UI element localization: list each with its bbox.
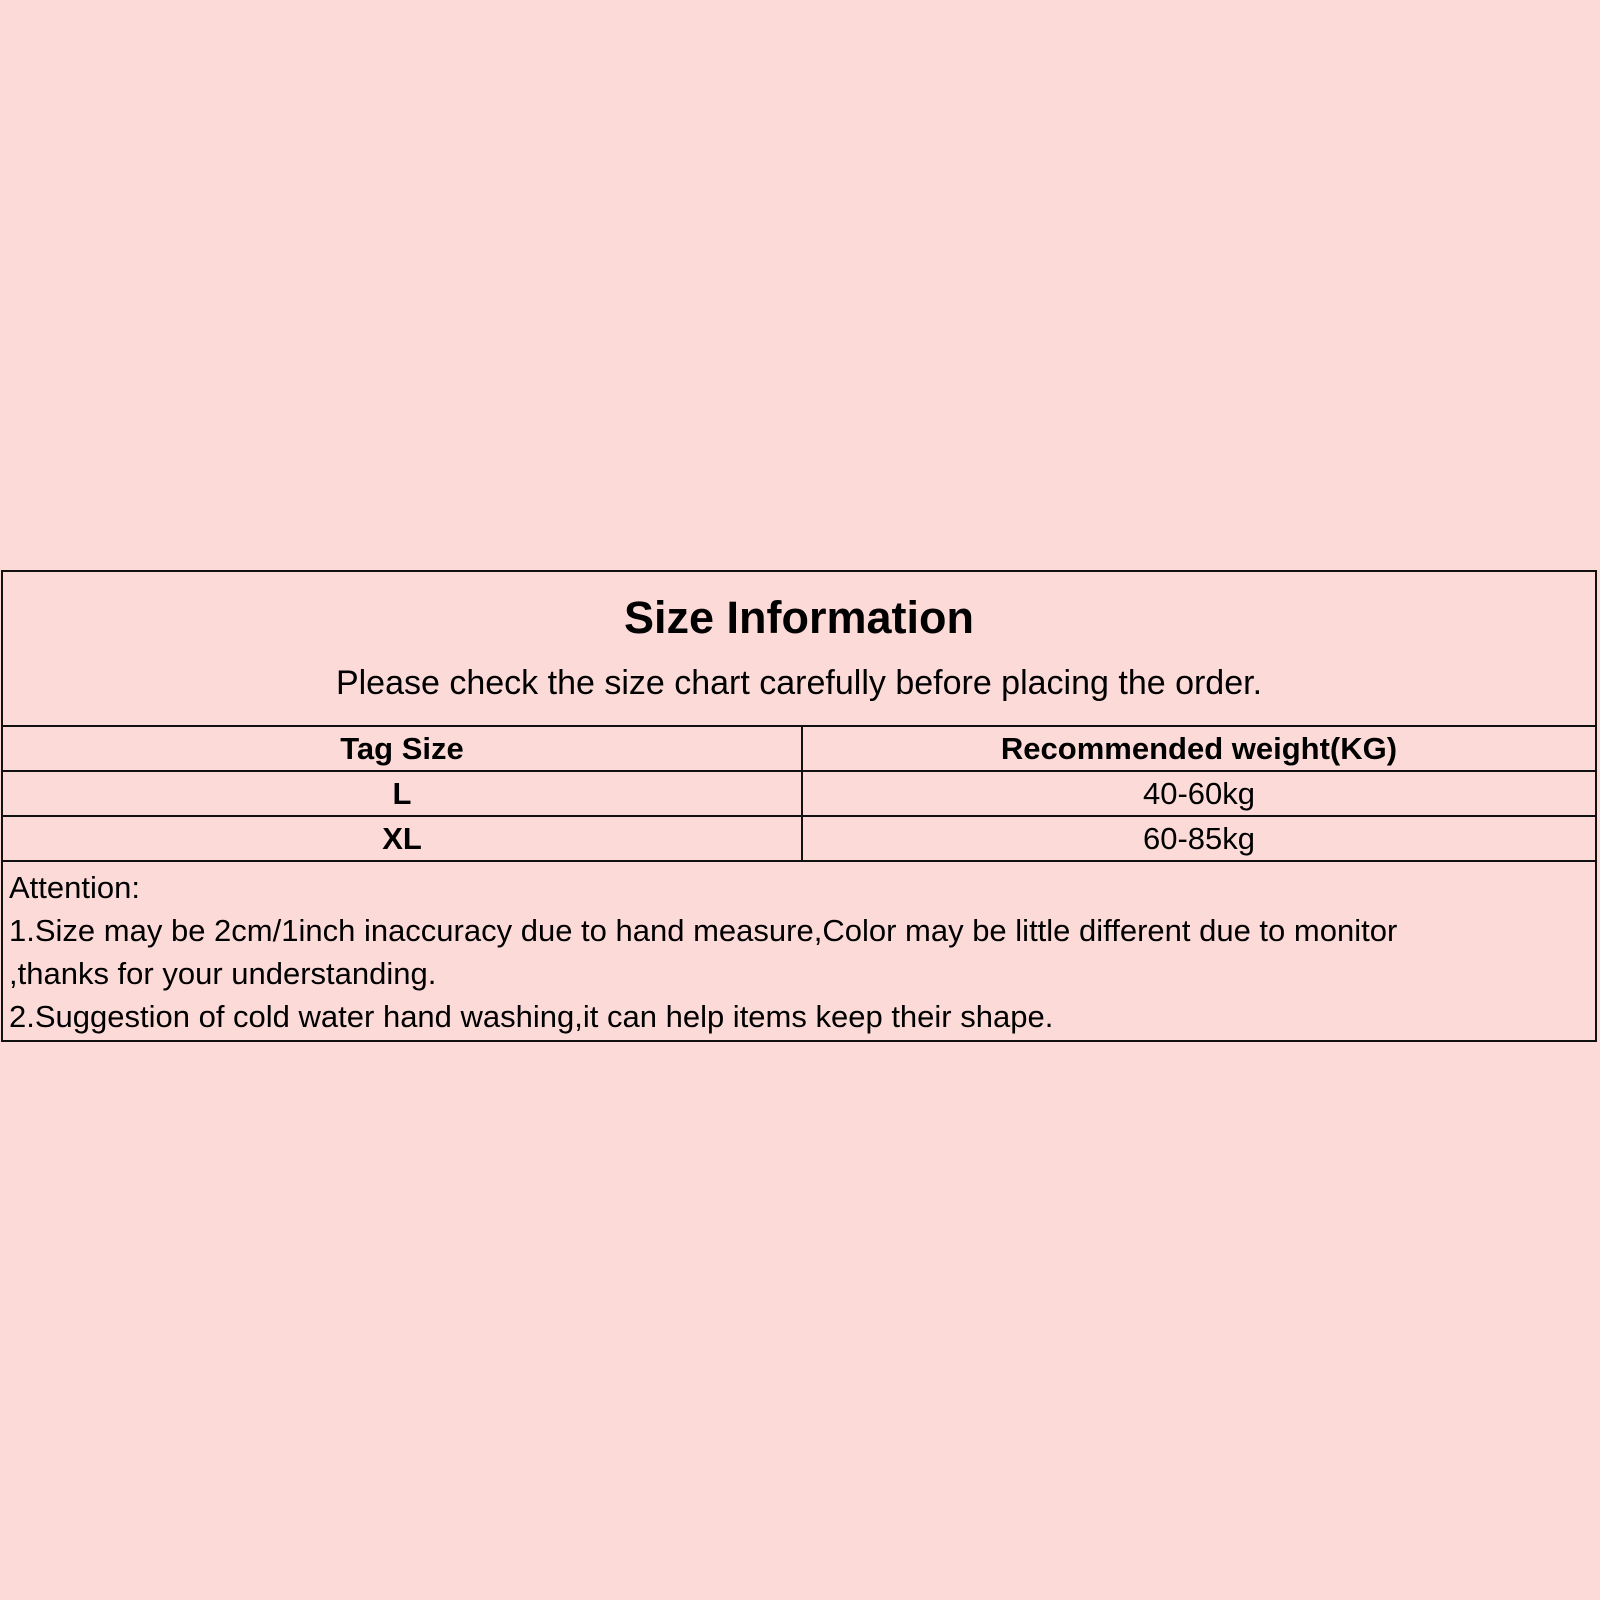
note-line: 1.Size may be 2cm/1inch inaccuracy due to hand measure,Color may be little different due to monitor bbox=[9, 913, 1398, 948]
table-row bbox=[3, 816, 1595, 861]
weight-cell: 60-85kg bbox=[802, 816, 1595, 861]
size-table bbox=[3, 727, 1595, 862]
column-header-recommended-weight: Recommended weight(KG) bbox=[802, 727, 1595, 771]
page-title: Size Information bbox=[623, 592, 975, 643]
attention-notes bbox=[3, 862, 1595, 1040]
size-cell: XL bbox=[3, 816, 802, 861]
note-line: ,thanks for your understanding. bbox=[9, 956, 437, 991]
table-row bbox=[3, 771, 1595, 816]
column-header-tag-size: Tag Size bbox=[3, 727, 802, 771]
weight-cell: 40-60kg bbox=[802, 771, 1595, 816]
table-header-row bbox=[3, 727, 1595, 771]
attention-heading: Attention: bbox=[9, 870, 140, 905]
size-information-sheet bbox=[1, 570, 1597, 1042]
size-info-header bbox=[3, 572, 1595, 727]
page-subtitle: Please check the size chart carefully before placing the order. bbox=[335, 664, 1263, 702]
note-line: 2.Suggestion of cold water hand washing,it can help items keep their shape. bbox=[9, 999, 1054, 1034]
size-cell: L bbox=[3, 771, 802, 816]
